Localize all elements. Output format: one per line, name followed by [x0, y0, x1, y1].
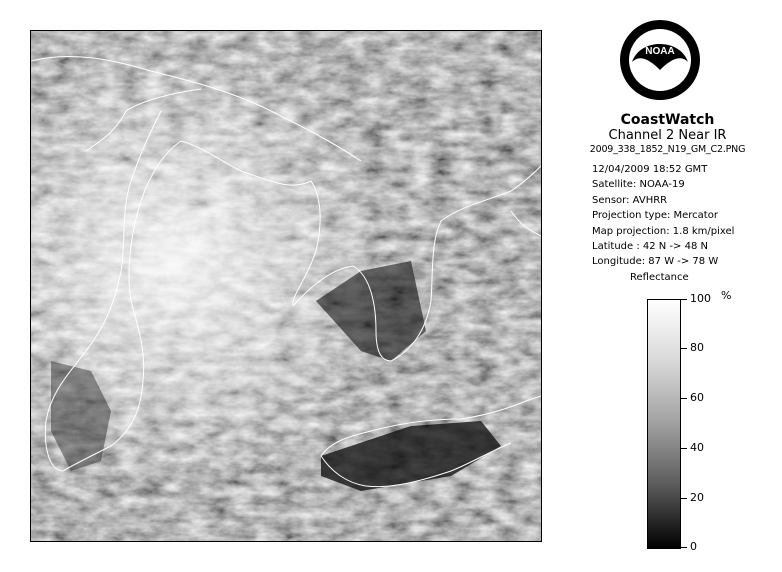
colorbar-tick: [681, 448, 687, 449]
colorbar-tick: [681, 547, 687, 548]
latitude-text: Latitude : 42 N -> 48 N: [592, 240, 708, 252]
channel-label: Channel 2 Near IR: [608, 128, 727, 143]
satellite-text: Satellite: NOAA-19: [592, 179, 685, 191]
colorbar-unit: %: [721, 289, 732, 302]
noaa-logo-text: NOAA: [645, 46, 675, 57]
longitude-text: Longitude: 87 W -> 78 W: [592, 256, 719, 268]
colorbar-tick: [681, 498, 687, 499]
metadata-list: [592, 162, 734, 270]
colorbar-tick-label: 20: [690, 491, 704, 504]
satellite-image-svg: [31, 31, 541, 541]
sensor-text: Sensor: AVHRR: [592, 194, 668, 206]
colorbar-tick: [681, 299, 687, 300]
colorbar-tick-label: 0: [690, 540, 697, 553]
colorbar: [647, 299, 681, 549]
file-name: 2009_338_1852_N19_GM_C2.PNG: [589, 144, 746, 155]
colorbar-tick-label: 80: [690, 341, 704, 354]
title-block: [555, 112, 780, 157]
satellite-image: [30, 30, 542, 542]
projection-type-text: Projection type: Mercator: [592, 210, 718, 222]
colorbar-tick: [681, 348, 687, 349]
colorbar-tick-label: 40: [690, 441, 704, 454]
colorbar-tick-label: 100: [690, 292, 711, 305]
colorbar-title: Reflectance: [630, 272, 689, 283]
colorbar-tick-label: 60: [690, 391, 704, 404]
product-title: CoastWatch: [620, 112, 715, 128]
colorbar-tick: [681, 398, 687, 399]
noaa-logo: [618, 18, 702, 102]
datetime-text: 12/04/2009 18:52 GMT: [592, 164, 708, 175]
noaa-logo-icon: [618, 18, 702, 102]
map-projection-text: Map projection: 1.8 km/pixel: [592, 225, 735, 237]
